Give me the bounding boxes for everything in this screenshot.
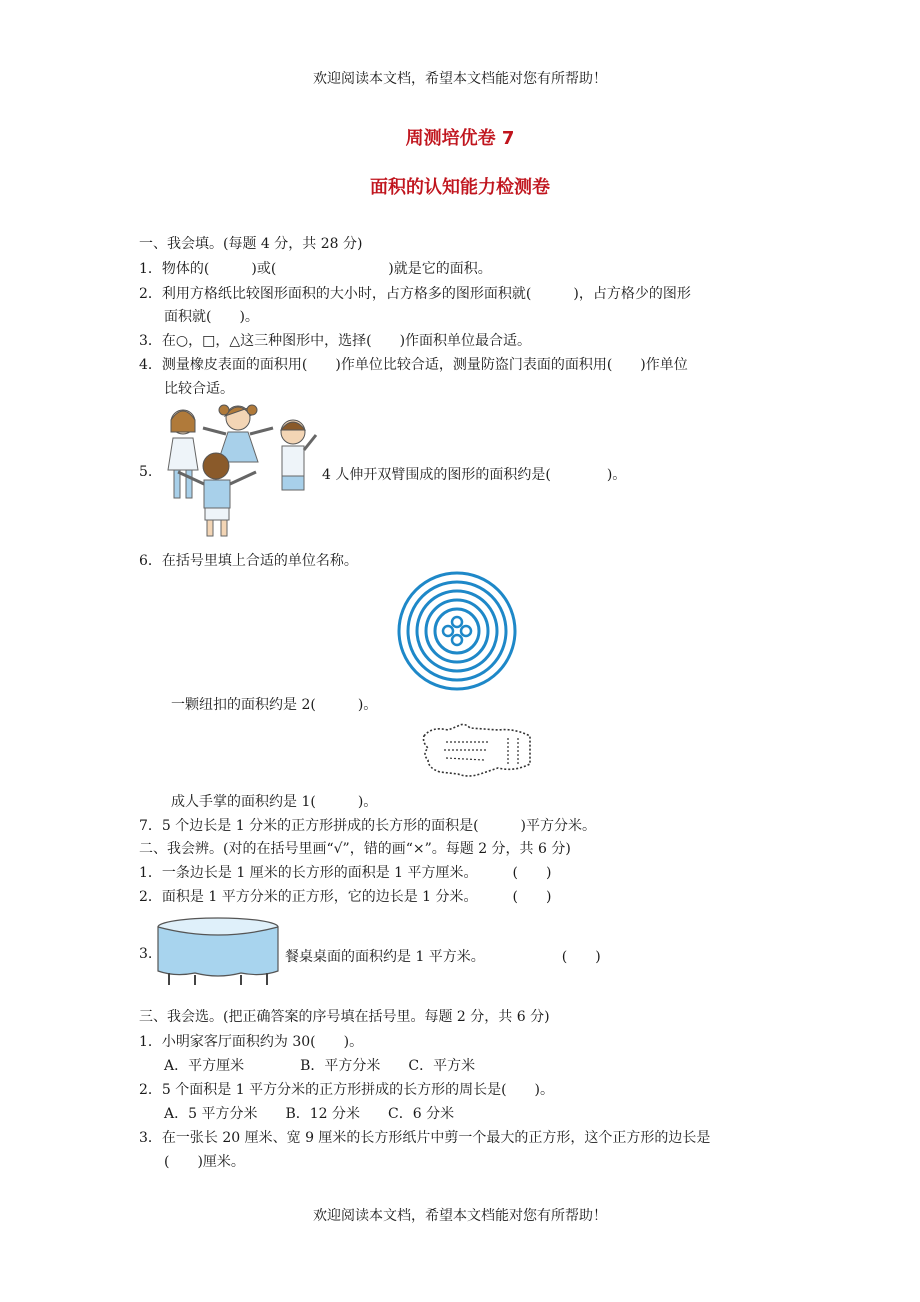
question-1-2-cont: 面积就( )。 [164,309,259,325]
question-1-5-text: 4 人伸开双臂围成的图形的面积约是( )。 [322,467,627,483]
question-3-2: 2．5 个面积是 1 平方分米的正方形拼成的长方形的周长是( )。 [139,1082,554,1098]
question-1-4-cont: 比较合适。 [164,381,234,397]
button-illustration [396,570,518,692]
hand-outline-illustration [418,716,534,780]
question-3-3-cont: ( )厘米。 [164,1154,245,1170]
page-footer: 欢迎阅读本文档，希望本文档能对您有所帮助！ [313,1208,607,1224]
question-1-7: 7．5 个边长是 1 分米的正方形拼成的长方形的面积是( )平方分米。 [139,818,596,834]
question-2-1: 1．一条边长是 1 厘米的长方形的面积是 1 平方厘米。 ( ) [139,865,552,881]
page-header: 欢迎阅读本文档，希望本文档能对您有所帮助！ [313,71,607,87]
question-1-6: 6．在括号里填上合适的单位名称。 [139,553,358,569]
section3-heading: 三、我会选。(把正确答案的序号填在括号里。每题 2 分，共 6 分) [139,1009,550,1025]
question-3-1: 1．小明家客厅面积约为 30( )。 [139,1034,364,1050]
question-1-4: 4．测量橡皮表面的面积用( )作单位比较合适，测量防盗门表面的面积用( )作单位 [139,357,688,373]
question-1-2: 2．利用方格纸比较图形面积的大小时，占方格多的图形面积就( )，占方格少的图形 [139,286,691,302]
question-1-1: 1．物体的( )或( )就是它的面积。 [139,261,492,277]
question-1-3: 3．在○，□，△这三种图形中，选择( )作面积单位最合适。 [139,333,532,349]
question-1-5-number: 5. [139,464,153,480]
question-3-3: 3．在一张长 20 厘米、宽 9 厘米的长方形纸片中剪一个最大的正方形，这个正方形的边长是 [139,1130,711,1146]
question-2-3-text: 餐桌桌面的面积约是 1 平方米。 ( ) [285,949,601,965]
page-title: 周测培优卷 7 [405,128,515,149]
question-2-2: 2．面积是 1 平方分米的正方形，它的边长是 1 分米。 ( ) [139,889,552,905]
question-2-3-number: 3. [139,946,153,962]
question-3-1-options: A．平方厘米 B．平方分米 C．平方米 [164,1058,476,1074]
question-1-6b: 成人手掌的面积约是 1( )。 [171,794,378,810]
section1-heading: 一、我会填。(每题 4 分，共 28 分) [139,236,363,252]
question-1-6a: 一颗纽扣的面积约是 2( )。 [171,697,378,713]
question-3-2-options: A．5 平方分米 B．12 分米 C．6 分米 [164,1106,455,1122]
dining-table-illustration [155,915,281,987]
children-circle-illustration [158,400,318,540]
page-subtitle: 面积的认知能力检测卷 [370,177,550,198]
section2-heading: 二、我会辨。(对的在括号里画“√”，错的画“×”。每题 2 分，共 6 分) [139,841,571,857]
